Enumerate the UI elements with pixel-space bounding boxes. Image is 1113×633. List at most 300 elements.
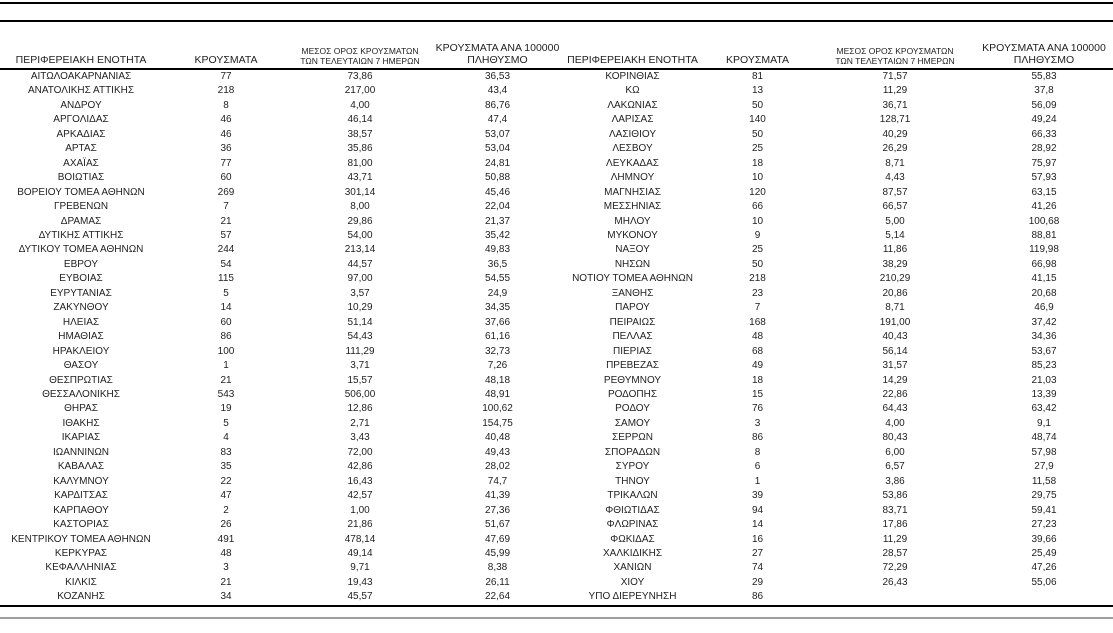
region-cell: ΚΟΖΑΝΗΣ bbox=[0, 590, 162, 605]
region-cell: ΛΑΣΙΘΙΟΥ bbox=[609, 128, 656, 140]
region-cell: ΚΕΝΤΡΙΚΟΥ ΤΟΜΕΑ ΑΘΗΝΩΝ bbox=[11, 533, 151, 545]
cases-cell: 115 bbox=[218, 273, 234, 285]
region-cell: ΗΛΕΙΑΣ bbox=[62, 316, 100, 328]
cases-cell: 46 bbox=[220, 128, 232, 140]
avg7-cell: 43,71 bbox=[347, 172, 373, 184]
header-avg7-right bbox=[815, 28, 975, 69]
avg7-cell: 56,14 bbox=[882, 345, 908, 357]
header-per100k-right bbox=[975, 28, 1113, 69]
avg7-cell: 301,14 bbox=[344, 186, 376, 198]
region-cell: ΚΟΡΙΝΘΙΑΣ bbox=[605, 71, 660, 82]
per100k-cell: 24,81 bbox=[484, 157, 511, 169]
avg7-cell: 478,14 bbox=[344, 533, 376, 545]
cases-cell: 244 bbox=[217, 244, 235, 256]
table-row bbox=[0, 359, 1113, 373]
cases-cell: 3 bbox=[223, 562, 229, 574]
avg7-cell: 9,71 bbox=[350, 562, 370, 574]
avg7-cell: 51,14 bbox=[347, 316, 373, 328]
header-avg7-left bbox=[290, 28, 430, 69]
per100k-cell: 41,26 bbox=[1031, 201, 1057, 213]
region-cell: ΔΥΤΙΚΗΣ ΑΤΤΙΚΗΣ bbox=[38, 229, 124, 241]
cases-cell: 54 bbox=[220, 258, 232, 270]
cases-cell: 48 bbox=[751, 331, 764, 343]
cases-cell: 60 bbox=[220, 172, 232, 184]
avg7-cell: 83,71 bbox=[882, 504, 908, 516]
region-cell: ΠΕΛΛΑΣ bbox=[612, 331, 653, 343]
region-cell: ΕΒΡΟΥ bbox=[63, 258, 99, 270]
avg7-cell: 4,00 bbox=[885, 417, 905, 429]
per100k-cell: 57,93 bbox=[1031, 172, 1057, 184]
cases-cell: 4 bbox=[223, 432, 229, 444]
region-cell: ΑΝΔΡΟΥ bbox=[60, 99, 102, 111]
per100k-cell: 100,68 bbox=[1028, 215, 1060, 227]
cases-cell: 50 bbox=[751, 128, 764, 140]
region-cell: ΡΕΘΥΜΝΟΥ bbox=[603, 374, 662, 386]
region-cell: ΣΥΡΟΥ bbox=[615, 461, 650, 473]
cases-cell: 491 bbox=[217, 533, 235, 545]
region-cell: ΚΑΒΑΛΑΣ bbox=[57, 461, 105, 473]
per100k-cell: 37,8 bbox=[1034, 85, 1054, 97]
per100k-cell: 66,33 bbox=[1031, 128, 1057, 140]
region-cell: ΚΕΦΑΛΛΗΝΙΑΣ bbox=[45, 562, 117, 574]
region-cell: ΔΡΑΜΑΣ bbox=[60, 215, 102, 227]
avg7-cell: 111,29 bbox=[345, 345, 375, 357]
table-row bbox=[0, 128, 1113, 142]
per100k-cell: 43,4 bbox=[487, 85, 508, 97]
per100k-cell: 28,92 bbox=[1031, 143, 1057, 155]
cases-cell: 68 bbox=[751, 345, 764, 357]
avg7-cell: 3,71 bbox=[350, 360, 370, 372]
per100k-cell: 48,74 bbox=[1031, 432, 1057, 444]
region-cell: ΕΥΡΥΤΑΝΙΑΣ bbox=[50, 287, 112, 299]
cases-cell: 66 bbox=[751, 201, 764, 213]
avg7-cell: 2,71 bbox=[350, 417, 370, 429]
table-row bbox=[0, 547, 1113, 561]
avg7-cell: 8,71 bbox=[885, 157, 905, 169]
region-cell: ΦΘΙΩΤΙΔΑΣ bbox=[605, 504, 660, 516]
region-cell: ΑΡΓΟΛΙΔΑΣ bbox=[53, 114, 109, 126]
per100k-cell: 88,81 bbox=[1031, 229, 1057, 241]
table-row bbox=[0, 258, 1113, 272]
per100k-cell: 49,43 bbox=[484, 446, 511, 458]
cases-cell: 168 bbox=[749, 316, 766, 328]
cases-cell: 218 bbox=[217, 85, 235, 97]
cases-cell: 86 bbox=[220, 331, 232, 343]
per100k-cell: 20,68 bbox=[1031, 287, 1057, 299]
avg7-cell: 506,00 bbox=[344, 388, 376, 400]
cases-cell: 18 bbox=[751, 374, 764, 386]
cases-cell: 60 bbox=[220, 316, 232, 328]
avg7-cell: 53,86 bbox=[882, 490, 908, 502]
cases-cell: 3 bbox=[754, 417, 761, 429]
region-cell: ΣΠΟΡΑΔΩΝ bbox=[604, 446, 661, 458]
avg7-cell: 97,00 bbox=[347, 273, 373, 285]
per100k-cell: 54,55 bbox=[484, 273, 511, 285]
header-avg7-right-line2: ΤΩΝ ΤΕΛΕΥΤΑΙΩΝ 7 ΗΜΕΡΩΝ bbox=[835, 56, 955, 66]
region-cell: ΠΕΙΡΑΙΩΣ bbox=[609, 316, 656, 328]
cases-cell: 47 bbox=[220, 490, 232, 502]
table-row bbox=[0, 142, 1113, 156]
region-cell: ΑΡΤΑΣ bbox=[65, 143, 97, 155]
avg7-cell: 81,00 bbox=[347, 157, 373, 169]
avg7-cell: 46,14 bbox=[347, 114, 373, 126]
avg7-cell: 3,43 bbox=[350, 432, 370, 444]
avg7-cell: 54,00 bbox=[347, 229, 373, 241]
region-cell: ΤΗΝΟΥ bbox=[615, 475, 650, 487]
region-cell: ΝΑΞΟΥ bbox=[615, 244, 650, 256]
avg7-cell: 8,00 bbox=[350, 201, 370, 213]
per100k-cell: 119,98 bbox=[1029, 244, 1059, 256]
region-cell: ΔΥΤΙΚΟΥ ΤΟΜΕΑ ΑΘΗΝΩΝ bbox=[18, 244, 144, 256]
cases-cell: 57 bbox=[220, 229, 232, 241]
cases-cell: 218 bbox=[749, 273, 766, 285]
per100k-cell: 48,18 bbox=[484, 374, 511, 386]
per100k-cell: 53,04 bbox=[484, 143, 511, 155]
avg7-cell: 28,57 bbox=[882, 547, 908, 559]
avg7-cell: 22,86 bbox=[882, 388, 908, 400]
table-row bbox=[0, 388, 1113, 402]
avg7-cell: 6,00 bbox=[885, 446, 905, 458]
per100k-cell: 85,23 bbox=[1031, 360, 1057, 372]
avg7-cell: 4,43 bbox=[885, 172, 905, 184]
avg7-cell: 210,29 bbox=[879, 273, 911, 285]
table-header bbox=[0, 28, 1113, 69]
header-region-right bbox=[565, 28, 700, 69]
per100k-cell: 47,4 bbox=[487, 114, 508, 126]
avg7-cell: 128,71 bbox=[879, 114, 911, 126]
region-cell: ΜΥΚΟΝΟΥ bbox=[607, 229, 658, 241]
cases-cell: 543 bbox=[217, 388, 235, 400]
cases-cell: 94 bbox=[751, 504, 764, 516]
cases-cell: 18 bbox=[751, 157, 764, 169]
avg7-cell: 191,00 bbox=[879, 316, 911, 328]
avg7-cell: 8,71 bbox=[885, 302, 905, 314]
region-cell: ΛΗΜΝΟΥ bbox=[610, 172, 655, 184]
avg7-cell: 42,86 bbox=[347, 461, 373, 473]
avg7-cell: 80,43 bbox=[882, 432, 908, 444]
per100k-cell: 36,5 bbox=[487, 258, 508, 270]
region-cell: ΧΑΝΙΩΝ bbox=[613, 562, 652, 574]
avg7-cell: 73,86 bbox=[347, 71, 373, 82]
per100k-cell: 25,49 bbox=[1031, 547, 1057, 559]
region-cell: ΜΑΓΝΗΣΙΑΣ bbox=[604, 186, 661, 198]
bottom-rule-gray bbox=[0, 617, 1113, 619]
per100k-cell: 49,24 bbox=[1031, 114, 1057, 126]
per100k-cell: 21,03 bbox=[1031, 374, 1057, 386]
cases-cell: 5 bbox=[223, 417, 229, 429]
cases-cell: 100 bbox=[217, 345, 235, 357]
cases-cell: 5 bbox=[223, 287, 229, 299]
table-row bbox=[0, 215, 1113, 229]
per100k-cell: 53,07 bbox=[484, 128, 511, 140]
table-row bbox=[0, 200, 1113, 214]
per100k-cell: 34,36 bbox=[1031, 331, 1057, 343]
table-row bbox=[0, 446, 1113, 460]
cases-cell: 29 bbox=[751, 576, 764, 588]
per100k-cell: 49,83 bbox=[484, 244, 511, 256]
cases-cell: 83 bbox=[220, 446, 232, 458]
per100k-cell: 27,36 bbox=[484, 504, 511, 516]
region-cell: ΚΑΛΥΜΝΟΥ bbox=[53, 475, 109, 487]
cases-cell: 21 bbox=[220, 215, 232, 227]
per100k-cell: 55,06 bbox=[1031, 576, 1057, 588]
per100k-cell: 47,69 bbox=[484, 533, 511, 545]
per100k-cell: 26,11 bbox=[485, 576, 510, 588]
cases-cell: 1 bbox=[223, 360, 229, 372]
avg7-cell: 11,86 bbox=[882, 244, 908, 256]
table-row bbox=[0, 374, 1113, 388]
cases-cell: 14 bbox=[220, 302, 232, 314]
avg7-cell: 45,57 bbox=[290, 590, 430, 605]
header-per100k-left-line2: ΠΛΗΘΥΣΜΟ bbox=[467, 54, 528, 66]
per100k-cell: 22,64 bbox=[430, 590, 565, 605]
cases-cell: 16 bbox=[751, 533, 764, 545]
per100k-cell: 45,99 bbox=[484, 547, 511, 559]
avg7-cell: 17,86 bbox=[882, 519, 908, 531]
table-row bbox=[0, 489, 1113, 503]
region-cell: ΑΙΤΩΛΟΑΚΑΡΝΑΝΙΑΣ bbox=[30, 71, 132, 82]
per100k-cell: 51,67 bbox=[484, 519, 511, 531]
table-row bbox=[0, 69, 1113, 84]
per100k-cell: 55,83 bbox=[1031, 71, 1057, 82]
cases-cell: 22 bbox=[220, 475, 232, 487]
region-cell: ΒΟΙΩΤΙΑΣ bbox=[57, 172, 105, 184]
table-row bbox=[0, 402, 1113, 416]
avg7-cell: 14,29 bbox=[882, 374, 908, 386]
per100k-cell: 8,38 bbox=[487, 562, 508, 574]
per100k-cell: 63,42 bbox=[1031, 403, 1057, 415]
per100k-cell: 7,26 bbox=[487, 360, 508, 372]
cases-cell: 25 bbox=[751, 143, 764, 155]
cases-cell: 13 bbox=[751, 85, 764, 97]
avg7-cell: 35,86 bbox=[347, 143, 373, 155]
top-rule-1 bbox=[0, 2, 1113, 4]
avg7-cell: 4,00 bbox=[350, 99, 370, 111]
cases-cell: 14 bbox=[751, 519, 764, 531]
avg7-cell bbox=[815, 590, 975, 605]
region-cell: ΙΘΑΚΗΣ bbox=[62, 417, 100, 429]
avg7-cell: 3,57 bbox=[350, 287, 370, 299]
region-cell: ΑΡΚΑΔΙΑΣ bbox=[56, 128, 106, 140]
cases-cell: 9 bbox=[754, 229, 761, 241]
region-cell: ΚΙΛΚΙΣ bbox=[65, 576, 97, 588]
region-cell: ΣΕΡΡΩΝ bbox=[612, 432, 653, 444]
per100k-cell: 37,66 bbox=[484, 316, 511, 328]
cases-cell: 76 bbox=[751, 403, 764, 415]
table-row bbox=[0, 287, 1113, 301]
cases-cell: 23 bbox=[751, 287, 764, 299]
cases-cell: 34 bbox=[162, 590, 290, 605]
avg7-cell: 12,86 bbox=[347, 403, 373, 415]
cases-cell: 27 bbox=[751, 547, 764, 559]
table-row bbox=[0, 243, 1113, 257]
cases-cell: 36 bbox=[220, 143, 232, 155]
region-cell: ΗΡΑΚΛΕΙΟΥ bbox=[52, 345, 110, 357]
avg7-cell: 54,43 bbox=[347, 331, 373, 343]
cases-cell: 2 bbox=[223, 504, 229, 516]
cases-cell: 15 bbox=[751, 388, 764, 400]
region-cell: ΛΑΚΩΝΙΑΣ bbox=[607, 99, 658, 111]
per100k-cell: 59,41 bbox=[1031, 504, 1057, 516]
header-region-left bbox=[0, 28, 162, 69]
cases-cell: 49 bbox=[751, 360, 764, 372]
region-cell: ΑΝΑΤΟΛΙΚΗΣ ΑΤΤΙΚΗΣ bbox=[27, 85, 135, 97]
per100k-cell: 36,53 bbox=[484, 71, 511, 82]
header-avg7-left-line1: ΜΕΣΟΣ ΟΡΟΣ ΚΡΟΥΣΜΑΤΩΝ bbox=[301, 46, 419, 56]
per100k-cell: 21,37 bbox=[484, 215, 511, 227]
cases-cell: 8 bbox=[754, 446, 761, 458]
table-row bbox=[0, 417, 1113, 431]
cases-cell: 39 bbox=[751, 490, 764, 502]
per100k-cell: 11,58 bbox=[1031, 475, 1057, 487]
region-cell: ΜΕΣΣΗΝΙΑΣ bbox=[603, 201, 662, 213]
region-cell: ΙΚΑΡΙΑΣ bbox=[61, 432, 101, 444]
avg7-cell: 6,57 bbox=[885, 461, 905, 473]
region-cell: ΚΑΡΠΑΘΟΥ bbox=[53, 504, 109, 516]
region-cell: ΝΗΣΩΝ bbox=[614, 258, 651, 270]
table-row bbox=[0, 186, 1113, 200]
avg7-cell: 10,29 bbox=[347, 302, 373, 314]
avg7-cell: 49,14 bbox=[347, 547, 373, 559]
per100k-cell: 35,42 bbox=[484, 229, 511, 241]
header-cases-right-label: ΚΡΟΥΣΜΑΤΑ bbox=[726, 54, 789, 66]
region-cell: ΙΩΑΝΝΙΝΩΝ bbox=[52, 446, 110, 458]
table-row bbox=[0, 330, 1113, 344]
per100k-cell: 40,48 bbox=[484, 432, 511, 444]
region-cell: ΚΑΣΤΟΡΙΑΣ bbox=[53, 519, 109, 531]
region-cell: ΦΩΚΙΔΑΣ bbox=[610, 533, 655, 545]
per100k-cell: 154,75 bbox=[482, 417, 513, 429]
per100k-cell: 28,02 bbox=[484, 461, 511, 473]
per100k-cell: 32,73 bbox=[484, 345, 511, 357]
avg7-cell: 20,86 bbox=[882, 287, 908, 299]
cases-cell: 8 bbox=[223, 99, 229, 111]
per100k-cell: 9,1 bbox=[1037, 417, 1051, 429]
region-cell: ΡΟΔΟΠΗΣ bbox=[607, 388, 658, 400]
region-cell: ΜΗΛΟΥ bbox=[614, 215, 651, 227]
avg7-cell: 44,57 bbox=[347, 258, 373, 270]
header-avg7-left-line2: ΤΩΝ ΤΕΛΕΥΤΑΙΩΝ 7 ΗΜΕΡΩΝ bbox=[300, 56, 420, 66]
avg7-cell: 217,00 bbox=[344, 85, 376, 97]
region-cell: ΠΙΕΡΙΑΣ bbox=[613, 345, 652, 357]
table-row bbox=[0, 518, 1113, 532]
cases-cell: 25 bbox=[751, 244, 764, 256]
cases-cell: 21 bbox=[220, 576, 232, 588]
avg7-cell: 3,86 bbox=[885, 475, 905, 487]
per100k-cell: 34,35 bbox=[484, 302, 511, 314]
avg7-cell: 15,57 bbox=[347, 374, 373, 386]
region-cell: ΦΛΩΡΙΝΑΣ bbox=[606, 519, 659, 531]
per100k-cell: 48,91 bbox=[484, 388, 511, 400]
avg7-cell: 42,57 bbox=[347, 490, 373, 502]
region-cell: ΓΡΕΒΕΝΩΝ bbox=[53, 201, 109, 213]
region-cell: ΚΩ bbox=[625, 85, 640, 97]
per100k-cell bbox=[975, 590, 1113, 605]
table-row bbox=[0, 533, 1113, 547]
per100k-cell: 41,15 bbox=[1031, 273, 1057, 285]
avg7-cell: 38,29 bbox=[882, 258, 908, 270]
table-row bbox=[0, 431, 1113, 445]
avg7-cell: 16,43 bbox=[347, 475, 373, 487]
cases-cell: 120 bbox=[749, 186, 766, 198]
per100k-cell: 75,97 bbox=[1031, 157, 1057, 169]
header-per100k-left bbox=[430, 28, 565, 69]
header-cases-right bbox=[700, 28, 815, 69]
cases-cell: 86 bbox=[700, 590, 815, 605]
table-row bbox=[0, 576, 1113, 590]
table-row bbox=[0, 171, 1113, 185]
header-row bbox=[0, 28, 1113, 69]
region-cell: ΠΡΕΒΕΖΑΣ bbox=[606, 360, 659, 372]
per100k-cell: 45,46 bbox=[484, 186, 511, 198]
avg7-cell: 5,00 bbox=[885, 215, 905, 227]
region-cell: ΑΧΑΪΑΣ bbox=[63, 157, 99, 169]
per100k-cell: 100,62 bbox=[482, 403, 513, 415]
per100k-cell: 66,98 bbox=[1031, 258, 1057, 270]
per100k-cell: 27,23 bbox=[1031, 519, 1057, 531]
header-per100k-right-line2: ΠΛΗΘΥΣΜΟ bbox=[1013, 54, 1075, 66]
per100k-cell: 13,39 bbox=[1031, 388, 1057, 400]
cases-cell: 50 bbox=[751, 99, 764, 111]
per100k-cell: 22,04 bbox=[484, 201, 511, 213]
cases-cell: 50 bbox=[751, 258, 764, 270]
per100k-cell: 29,75 bbox=[1031, 490, 1057, 502]
region-cell: ΛΕΣΒΟΥ bbox=[612, 143, 653, 155]
cases-cell: 19 bbox=[220, 403, 232, 415]
regional-cases-table bbox=[0, 28, 1113, 607]
table-row bbox=[0, 475, 1113, 489]
cases-cell: 6 bbox=[754, 461, 761, 473]
header-avg7-right-line1: ΜΕΣΟΣ ΟΡΟΣ ΚΡΟΥΣΜΑΤΩΝ bbox=[836, 46, 954, 56]
avg7-cell: 87,57 bbox=[882, 186, 908, 198]
header-cases-left bbox=[162, 28, 290, 69]
cases-cell: 35 bbox=[220, 461, 232, 473]
table-row bbox=[0, 301, 1113, 315]
cases-cell: 86 bbox=[751, 432, 764, 444]
region-cell: ΧΙΟΥ bbox=[620, 576, 645, 588]
region-cell: ΡΟΔΟΥ bbox=[615, 403, 650, 415]
table-row bbox=[0, 157, 1113, 171]
table-row bbox=[0, 272, 1113, 286]
avg7-cell: 5,14 bbox=[885, 229, 905, 241]
cases-cell: 269 bbox=[217, 186, 235, 198]
region-cell: ΖΑΚΥΝΘΟΥ bbox=[53, 302, 109, 314]
avg7-cell: 1,00 bbox=[350, 504, 370, 516]
region-cell: ΛΕΥΚΑΔΑΣ bbox=[606, 157, 659, 169]
avg7-cell: 31,57 bbox=[882, 360, 908, 372]
cases-cell: 10 bbox=[751, 215, 764, 227]
per100k-cell: 56,09 bbox=[1031, 99, 1057, 111]
per100k-cell: 46,9 bbox=[1034, 302, 1054, 314]
per100k-cell: 53,67 bbox=[1031, 345, 1057, 357]
region-cell: ΗΜΑΘΙΑΣ bbox=[58, 331, 104, 343]
region-cell: ΠΑΡΟΥ bbox=[615, 302, 650, 314]
region-cell: ΒΟΡΕΙΟΥ ΤΟΜΕΑ ΑΘΗΝΩΝ bbox=[17, 186, 145, 198]
region-cell: ΣΑΜΟΥ bbox=[614, 417, 651, 429]
region-cell: ΝΟΤΙΟΥ ΤΟΜΕΑ ΑΘΗΝΩΝ bbox=[572, 273, 693, 285]
region-cell: ΤΡΙΚΑΛΩΝ bbox=[607, 490, 658, 502]
avg7-cell: 11,29 bbox=[882, 533, 908, 545]
region-cell: ΘΕΣΣΑΛΟΝΙΚΗΣ bbox=[42, 388, 120, 400]
avg7-cell: 66,57 bbox=[882, 201, 908, 213]
avg7-cell: 72,29 bbox=[882, 562, 908, 574]
per100k-cell: 27,9 bbox=[1034, 461, 1054, 473]
table-row bbox=[0, 229, 1113, 243]
cases-cell: 46 bbox=[220, 114, 232, 126]
avg7-cell: 213,14 bbox=[344, 244, 376, 256]
cases-cell: 74 bbox=[751, 562, 764, 574]
avg7-cell: 26,43 bbox=[882, 576, 908, 588]
